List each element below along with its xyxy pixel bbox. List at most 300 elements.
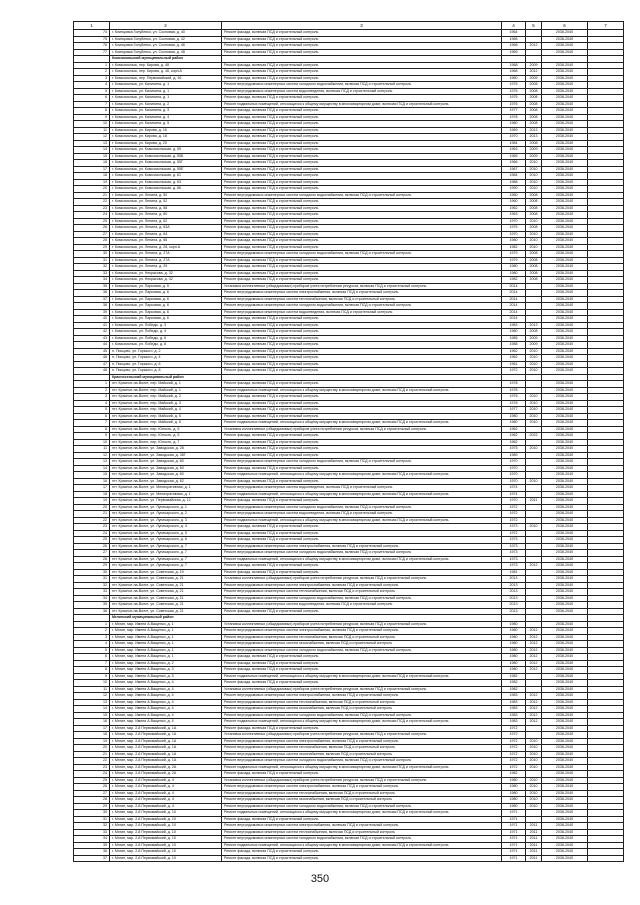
table-cell: 1973 [502,543,526,550]
table-cell: Ремонт внутридомовых инженерных систем холодного водоснабжения, включая ПСД и строительный контроль [222,712,502,719]
table-cell: 2010 [526,413,542,420]
table-cell: 4 [74,641,110,648]
table-cell: 2010 [526,420,542,427]
table-cell: п. Писцово, ул. Горького, д. 2 [110,348,222,355]
table-cell: г. Комсомольск, ул. Ленина, д. 29 [110,264,222,271]
table-cell: г. Мглин, мкр. 2-й Первомайский, д. 1А [110,751,222,758]
table-cell: г. Мглин, мкр. 2-й Первомайский, д. 4 [110,797,222,804]
table-cell: 2038-2040 [542,400,588,407]
table-cell: 1962 [502,439,526,446]
table-cell: 1972 [502,504,526,511]
table-cell: Ремонт фасада, включая ПСД и строительный контроль [222,368,502,375]
table-cell: 1961 [502,361,526,368]
table-cell: 33 [74,270,110,277]
table-cell: 2038-2040 [542,212,588,219]
table-cell: г. Мглин, мкр. Имени А.Ващенко, д. 1 [110,654,222,661]
table-cell: 2038-2040 [542,745,588,752]
table-cell: 1980 [502,797,526,804]
table-cell: 2008 [526,212,542,219]
table-cell: г. Комсомольск, ул. Ленина, д. 58 [110,205,222,212]
table-cell: Ремонт фасада, включая ПСД и строительный контроль [222,257,502,264]
table-cell: 1 [74,62,110,69]
table-cell: 1982 [502,673,526,680]
table-cell: 16 [74,478,110,485]
table-cell: 1972 [502,517,526,524]
table-cell: 44 [74,342,110,349]
table-cell: 2038-2040 [542,82,588,89]
table-cell: Ремонт фасада, включая ПСД и строительный контроль [222,446,502,453]
table-cell: Мглинский муниципальный район [110,615,222,622]
table-cell: 2013 [502,576,526,583]
table-cell: 2008 [526,205,542,212]
table-cell: пгт. Красное-на-Волге, ул. Заводская, д. 28 [110,446,222,453]
table-cell: 23 [74,524,110,531]
table-cell: 34 [74,836,110,843]
table-cell: 18 [74,491,110,498]
table-cell: Ремонт фасада, включая ПСД и строительный контроль [222,95,502,102]
table-cell: г. Комсомольск, ул. Калинина, д. 2 [110,101,222,108]
table-cell: Ремонт фасада, включая ПСД и строительный контроль [222,114,502,121]
table-cell: г. Комсомольск, ул. Ленина, д. 27А [110,257,222,264]
table-cell: Установка коллективных (общедомовых) приборов учета потребления ресурсов, включая ПСД и строительный контроль [222,732,502,739]
table-cell: 2038-2040 [542,797,588,804]
table-cell: 1969 [502,127,526,134]
table-cell: 2010 [526,244,542,251]
table-cell: Ремонт фасада, включая ПСД и строительный контроль [222,43,502,50]
table-cell: 19 [74,179,110,186]
table-cell: 2038-2040 [542,667,588,674]
table-cell: 2012 [526,647,542,654]
table-cell: 1973 [502,524,526,531]
table-cell: Установка коллективных (общедомовых) приборов учета потребления ресурсов, включая ПСД и строительный контроль [222,777,502,784]
table-cell: г. Комсомольск, пер. Кирова, д. 48 [110,62,222,69]
table-cell: 2014 [502,296,526,303]
table-cell: 1971 [502,855,526,862]
capital-repair-table [73,21,624,862]
table-cell: 1975 [502,82,526,89]
table-cell: 2008 [526,95,542,102]
table-cell: 2038-2040 [542,816,588,823]
table-cell: г. Комсомольск, ул. Некрасова, д. 42 [110,277,222,284]
table-cell: 2038-2040 [542,88,588,95]
table-cell: 2038-2040 [542,30,588,37]
table-cell: 1972 [502,745,526,752]
table-cell: Ремонт внутридомовых инженерных систем холодного водоснабжения, включая ПСД и строительный контроль [222,459,502,466]
table-cell: г. Комсомольск, ул. Калинина, д. 1 [110,88,222,95]
table-cell: пгт. Красное-на-Волге, ул. Луначарского, д. 7 [110,550,222,557]
table-cell: 2038-2040 [542,595,588,602]
table-cell: 1973 [502,550,526,557]
table-cell: 29 [74,244,110,251]
table-cell: 1975 [502,95,526,102]
table-cell: г. Комсомольск, ул. Комсомольская, д. 55Б [110,153,222,160]
table-cell: 2010 [526,738,542,745]
table-cell: 7 [74,660,110,667]
table-cell: г. Комсомольск, ул. Ленина, д. 50 [110,192,222,199]
table-cell: 2038-2040 [542,849,588,856]
table-cell: Ремонт внутридомовых инженерных систем теплоснабжения, включая ПСД и строительный контроль [222,790,502,797]
table-cell: Ремонт внутридомовых инженерных систем холодного водоснабжения, включая ПСД и строительный контроль [222,550,502,557]
table-cell: пгт. Красное-на-Волге, ул. Луначарского, д. 7 [110,543,222,550]
table-cell: 2010 [526,777,542,784]
table-cell: Ремонт фасада, включая ПСД и строительный контроль [222,75,502,82]
table-cell: 1989 [502,452,526,459]
table-cell: 2010 [526,238,542,245]
table-cell: Ремонт фасада, включая ПСД и строительный контроль [222,277,502,284]
table-cell: 1975 [502,88,526,95]
table-cell: Ремонт внутридомовых инженерных систем водоотведения, включая ПСД и строительный контроль [222,309,502,316]
table-cell: 24 [74,771,110,778]
table-cell: Ремонт фасада, включая ПСД и строительный контроль [222,69,502,76]
table-cell: пгт. Красное-на-Волге, ул. Заводская, д. 60 [110,465,222,472]
table-cell: 31 [74,576,110,583]
table-cell: 2038-2040 [542,205,588,212]
table-cell: Ремонт внутридомовых инженерных систем электроснабжения, включая ПСД и строительный контроль [222,738,502,745]
table-cell: 1983 [502,706,526,713]
table-cell: 1960 [502,199,526,206]
table-cell: Ремонт внутридомовых инженерных систем электроснабжения, включая ПСД и строительный контроль [222,582,502,589]
table-cell: 36 [74,290,110,297]
table-cell: 2 [74,628,110,635]
table-cell: 21 [74,192,110,199]
table-cell: 2011 [526,836,542,843]
table-cell: Ремонт внутридомовых инженерных систем холодного водоснабжения, включая ПСД и строительный контроль [222,192,502,199]
table-cell: 2008 [526,108,542,115]
table-cell: 29 [74,803,110,810]
table-cell: 1979 [502,251,526,258]
table-cell: 1977 [502,108,526,115]
table-cell: г. Комсомольск, пер. Первомайский, д. 16 [110,75,222,82]
table-cell: 11 [74,127,110,134]
table-cell: Ремонт фасада, включая ПСД и строительный контроль [222,608,502,615]
table-cell: пгт. Красное-на-Волге, ул. Луначарского, д. 6 [110,537,222,544]
table-cell: Ремонт фасада, включая ПСД и строительный контроль [222,264,502,271]
table-cell: 25 [74,777,110,784]
table-cell: Ремонт внутридомовых инженерных систем теплоснабжения, включая ПСД и строительный контроль [222,296,502,303]
table-cell: 2038-2040 [542,485,588,492]
table-cell: 2010 [526,394,542,401]
table-cell [588,855,624,862]
table-cell: Ремонт фасада, включая ПСД и строительный контроль [222,212,502,219]
table-cell: Ремонт подвальных помещений, относящихся к общему имуществу в многоквартирном доме, включая ПСД и строительный контроль [222,810,502,817]
table-cell: 32 [74,264,110,271]
table-cell: 2038-2040 [542,160,588,167]
table-cell: 1968 [502,62,526,69]
table-cell: 42 [74,329,110,336]
table-cell: 2010 [526,524,542,531]
table-cell: Красносельский муниципальный район [110,374,222,381]
table-cell: 16 [74,719,110,726]
table-cell: 1984 [502,173,526,180]
table-cell: 1980 [502,647,526,654]
table-cell: г. Мглин, мкр. 2-й Первомайский, д. 10 [110,816,222,823]
table-cell: 2012 [526,719,542,726]
table-cell: 2038-2040 [542,101,588,108]
table-cell: 2010 [526,790,542,797]
table-cell: 1962 [502,355,526,362]
table-cell: г. Мглин, мкр. 2-й Первомайский, д. 4 [110,777,222,784]
table-cell: г. Мглин, мкр. 2-й Первомайский, д. 1А [110,738,222,745]
table-cell: 2038-2040 [542,823,588,830]
table-cell: п. Писцово, ул. Горького, д. 4 [110,355,222,362]
table-cell: 2013 [526,127,542,134]
table-cell: пгт. Красное-на-Волге, пер. Майский, д. 1 [110,381,222,388]
table-cell: г. Мглин, мкр. 2-й Первомайский, д. 10 [110,836,222,843]
table-cell: 2038-2040 [542,530,588,537]
table-cell: 1964 [502,30,526,37]
table-cell: Ремонт фасада, включая ПСД и строительный контроль [222,816,502,823]
table-cell: 2012 [526,660,542,667]
table-cell: 1980 [502,654,526,661]
table-cell: 15 [74,472,110,479]
table-cell: 2009 [526,342,542,349]
table-cell: 26 [74,543,110,550]
table-cell: Ремонт фасада, включая ПСД и строительный контроль [222,49,502,56]
table-cell: 1972 [502,764,526,771]
table-cell: 1968 [502,69,526,76]
table-cell: Ремонт внутридомовых инженерных систем холодного водоснабжения, включая ПСД и строительный контроль [222,647,502,654]
table-cell: 2038-2040 [542,62,588,69]
table-cell: г. Мглин, мкр. 2-й Первомайский, д. 10 [110,829,222,836]
table-cell: 11 [74,686,110,693]
table-cell: 27 [74,790,110,797]
table-cell: 1 [74,381,110,388]
table-cell: 2009 [526,147,542,154]
table-cell: 1970 [502,478,526,485]
table-cell: 33 [74,589,110,596]
table-cell: 2038-2040 [542,348,588,355]
table-cell: 17 [74,166,110,173]
table-cell: 15 [74,712,110,719]
table-cell: Ремонт фасада, включая ПСД и строительный контроль [222,348,502,355]
table-cell: 22 [74,758,110,765]
table-cell: 1962 [502,433,526,440]
table-cell: Ремонт внутридомовых инженерных систем холодного водоснабжения, включая ПСД и строительный контроль [222,504,502,511]
table-cell: 2011 [526,849,542,856]
table-cell: пгт. Красное-на-Волге, пер. Майский, д. 2 [110,394,222,401]
table-cell: Ремонт внутридомовых инженерных систем электроснабжения, включая ПСД и строительный контроль [222,823,502,830]
table-cell: 1970 [502,472,526,479]
table-cell: 35 [74,842,110,849]
table-cell: г. Мглин, мкр. 2-й Первомайский, д. 10 [110,842,222,849]
table-cell: 2038-2040 [542,140,588,147]
table-cell: 2010 [526,361,542,368]
table-cell: г. Комсомольск, ул. Ленина, д. 52 [110,199,222,206]
table-cell: 2038-2040 [542,810,588,817]
table-cell: 2010 [526,160,542,167]
table-cell: 22 [74,199,110,206]
table-cell: 2014 [502,290,526,297]
table-cell: 2038-2040 [542,296,588,303]
table-cell: Ремонт фасада, включая ПСД и строительный контроль [222,335,502,342]
table-cell: 2010 [526,348,542,355]
table-cell: 18 [74,173,110,180]
table-cell: 1971 [502,849,526,856]
table-cell: пгт. Красное-на-Волге, пер. Майский, д. 5 [110,413,222,420]
table-cell: 14 [74,465,110,472]
table-cell: г. Комсомольск, ул. Комсомольская, д. 61 [110,173,222,180]
table-cell: 2008 [526,192,542,199]
table-cell: 2038-2040 [542,407,588,414]
table-cell: 2038-2040 [542,719,588,726]
table-cell: г. Мглин, мкр. 2-й Первомайский, д. 1А [110,725,222,732]
table-cell: Ремонт фасада, включая ПСД и строительный контроль [222,433,502,440]
table-cell: пгт. Красное-на-Волге, ул. Советская, д. 21 [110,582,222,589]
table-cell: Ремонт фасада, включая ПСД и строительный контроль [222,654,502,661]
table-cell: 4 [74,82,110,89]
table-cell: 2038-2040 [542,452,588,459]
table-cell: 34 [74,277,110,284]
table-cell: 2038-2040 [542,660,588,667]
table-cell: 2008 [526,329,542,336]
table-cell: Ремонт фасада, включая ПСД и строительный контроль [222,524,502,531]
table-cell: 20 [74,504,110,511]
table-cell: 3 [74,394,110,401]
table-cell: 2013 [502,608,526,615]
table-cell: г. Клинцовка Голубенко, ул. Сосновая, д. 42 [110,36,222,43]
table-cell: г. Мглин, мкр. 2-й Первомайский, д. 10 [110,810,222,817]
table-cell: 2038-2040 [542,43,588,50]
table-cell: 9 [74,673,110,680]
table-cell: 4 [74,400,110,407]
table-cell: 25 [74,537,110,544]
table-cell: пгт. Красное-на-Волге, ул. Луначарского, д. 5 [110,530,222,537]
table-cell: г. Мглин, мкр. 2-й Первомайский, д. 4 [110,784,222,791]
table-cell: Ремонт фасада, включая ПСД и строительный контроль [222,244,502,251]
table-cell: 1977 [502,407,526,414]
table-cell: 1980 [502,777,526,784]
table-cell: 2038-2040 [542,563,588,570]
table-cell: 2008 [526,114,542,121]
table-cell: 2038-2040 [542,166,588,173]
table-cell: 22 [74,517,110,524]
table-cell: 2038-2040 [542,771,588,778]
table-cell: 2038-2040 [542,517,588,524]
table-cell: г. Мглин, мкр. Имени А.Ващенко, д. 2 [110,660,222,667]
table-cell: 2038-2040 [542,641,588,648]
table-cell: 2038-2040 [542,751,588,758]
table-cell: 2038-2040 [542,316,588,323]
table-cell: 2 [74,69,110,76]
table-cell: 2010 [526,758,542,765]
table-cell: 31 [74,257,110,264]
table-cell: 36 [74,608,110,615]
table-cell: 1975 [502,446,526,453]
table-cell: Установка коллективных (общедомовых) приборов учета потребления ресурсов, включая ПСД и строительный контроль [222,621,502,628]
table-cell: 13 [74,140,110,147]
table-cell: 2010 [526,231,542,238]
table-cell: Ремонт фасада, включая ПСД и строительный контроль [222,205,502,212]
table-cell: 1968 [502,43,526,50]
table-cell: г. Комсомольск, ул. Комсомольская, д. 55Г [110,160,222,167]
table-cell: г. Комсомольск, ул. Комсомольская, д. 63 [110,179,222,186]
table-cell: 1978 [502,400,526,407]
table-cell: 2038-2040 [542,251,588,258]
table-cell: Ремонт фасада, включая ПСД и строительный контроль [222,147,502,154]
table-cell: Ремонт внутридомовых инженерных систем электроснабжения, включая ПСД и строительный контроль [222,628,502,635]
table-cell: 2012 [526,667,542,674]
table-cell: г. Комсомольск, ул. Комсомольская, д. 66 [110,186,222,193]
table-cell: г. Комсомольск, ул. Комсомольская, д. 55 [110,147,222,154]
table-cell: г. Мглин, мкр. 2-й Первомайский, д. 1А [110,758,222,765]
table-cell: 2038-2040 [542,420,588,427]
table-cell: пгт. Красное-на-Волге, пер. Майский, д. 4 [110,407,222,414]
table-cell: 1980 [502,641,526,648]
table-cell: 2038-2040 [542,322,588,329]
table-cell: 2010 [526,355,542,362]
table-cell: 2014 [502,303,526,310]
table-cell: 2038-2040 [542,550,588,557]
table-cell: 2008 [526,270,542,277]
table-cell: Ремонт фасада, включая ПСД и строительный контроль [222,407,502,414]
table-cell: 2038-2040 [542,413,588,420]
table-cell: 41 [74,322,110,329]
table-cell: 1972 [502,511,526,518]
table-cell: 2008 [526,121,542,128]
table-cell: 43 [74,335,110,342]
table-cell: 1972 [502,725,526,732]
table-cell: Ремонт фасада, включая ПСД и строительный контроль [222,361,502,368]
table-cell: 2038-2040 [542,439,588,446]
table-cell: 2011 [526,842,542,849]
table-cell: пгт. Красное-на-Волге, ул. Луначарского, д. 3 [110,517,222,524]
table-cell: 1981 [502,569,526,576]
table-cell: г. Мглин, мкр. Имени А.Ващенко, д. 4 [110,699,222,706]
table-cell: Ремонт внутридомовых инженерных систем водоотведения, включая ПСД и строительный контроль [222,485,502,492]
table-cell: 2038-2040 [542,192,588,199]
table-cell: 1980 [502,667,526,674]
table-cell: пгт. Красное-на-Волге, пер. Майский, д. 1 [110,387,222,394]
table-cell: 2009 [526,335,542,342]
table-cell: 2038-2040 [542,621,588,628]
table-cell: Ремонт фасада, включая ПСД и строительный контроль [222,498,502,505]
table-cell: 2010 [526,179,542,186]
table-cell: 74 [74,30,110,37]
table-cell: Ремонт подвальных помещений, относящихся к общему имуществу в многоквартирном доме, включая ПСД и строительный контроль [222,491,502,498]
table-cell: Установка коллективных (общедомовых) приборов учета потребления ресурсов, включая ПСД и строительный контроль [222,426,502,433]
table-cell: 2010 [526,446,542,453]
header-cell: 6 [542,22,588,30]
header-cell: 4 [502,22,526,30]
table-cell: 2013 [526,322,542,329]
table-cell: пгт. Красное-на-Волге, ул. Мелиоративная, д. 1 [110,491,222,498]
table-cell: г. Комсомольск, ул. Кирова, д. 18 [110,134,222,141]
table-cell: 2038-2040 [542,329,588,336]
table-cell: 13 [74,459,110,466]
table-cell: 2038-2040 [542,179,588,186]
table-cell: г. Мглин, мкр. 2-й Первомайский, д. 10 [110,849,222,856]
table-cell: 24 [74,212,110,219]
table-cell: 2038-2040 [542,264,588,271]
table-cell: 1965 [502,153,526,160]
table-cell: 2038-2040 [542,426,588,433]
table-cell: пгт. Красное-на-Волге, пер. Юность, д. 5 [110,426,222,433]
table-cell: 1980 [502,264,526,271]
table-cell: 14 [74,147,110,154]
table-cell: 2010 [526,407,542,414]
table-cell: 2038-2040 [542,36,588,43]
table-cell: Ремонт фасада, включая ПСД и строительный контроль [222,316,502,323]
table-cell: 2038-2040 [542,537,588,544]
table-cell: Ремонт подвальных помещений, относящихся к общему имуществу в многоквартирном доме, включая ПСД и строительный контроль [222,472,502,479]
table-cell: 1971 [502,842,526,849]
table-cell: 1980 [502,420,526,427]
table-cell: 1973 [502,563,526,570]
table-cell: 1965 [502,36,526,43]
table-cell: 10 [74,439,110,446]
table-cell: 2038-2040 [542,186,588,193]
table-cell: 1970 [502,498,526,505]
